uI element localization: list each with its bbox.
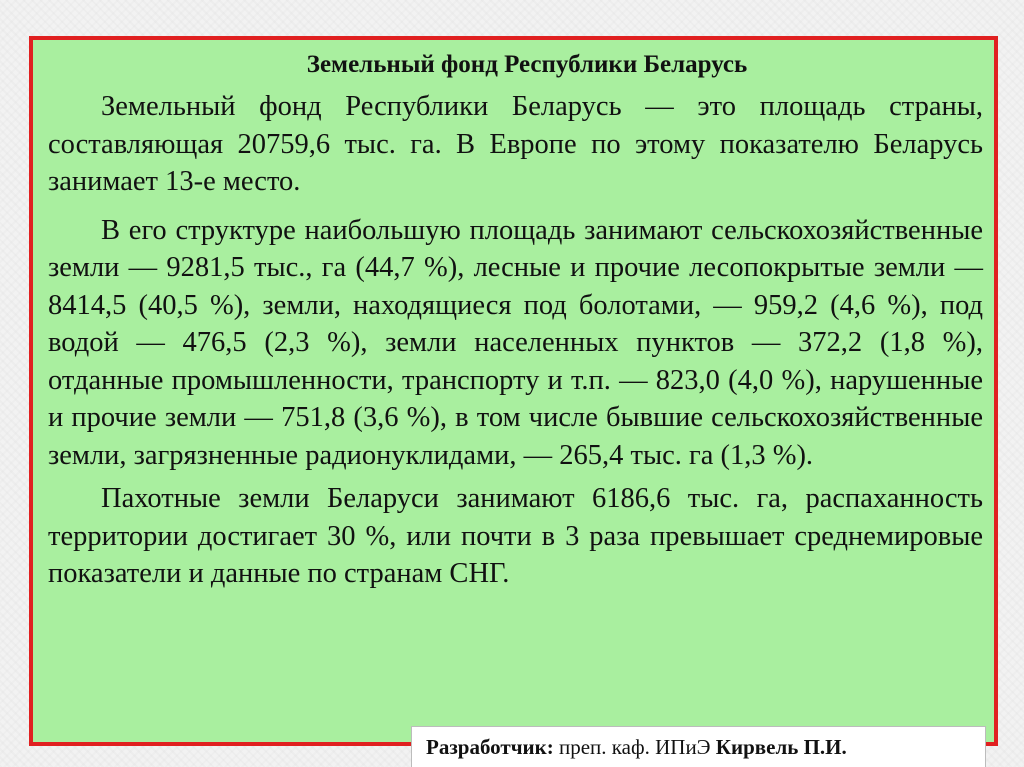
developer-name: Кирвель П.И. <box>715 735 847 759</box>
slide-frame <box>29 36 998 746</box>
paragraph-land-fund-definition: Земельный фонд Республики Беларусь — это площадь страны, составляющая 20759,6 тыс. га. В Европе по этому показателю Беларусь занимает 13-е место. <box>48 91 983 197</box>
developer-role: преп. каф. ИПиЭ <box>553 735 716 759</box>
slide-title: Земельный фонд Республики Беларусь <box>306 51 748 78</box>
developer-credit <box>411 726 986 767</box>
paragraph-land-structure: В его структуре наибольшую площадь занимают сельскохозяйственные земли — 9281,5 тыс., га (44,7 %), лесные и прочие лесопокрытые земли — 8414,5 (40,5 %), земли, находящиеся под болотами, — 959,2 (4,6 %), под водой — 476,5 (2,3 %), земли населенных пунктов — 372,2 (1,8 %), отданные промышленности, транспорту и т.п. — 823,0 (4,0 %), нарушенные и прочие земли — 751,8 (3,6 %), в том числе бывшие сельскохозяйственные земли, загрязненные радионуклидами, — 265,4 тыс. га (1,3 %). <box>48 214 983 471</box>
slide-content <box>48 42 983 593</box>
paragraph-arable-land: Пахотные земли Беларуси занимают 6186,6 тыс. га, распаханность территории достигает 30 %, или почти в 3 раза превышает среднемировые показатели и данные по странам СНГ. <box>48 483 983 589</box>
developer-label: Разработчик: <box>426 735 554 759</box>
